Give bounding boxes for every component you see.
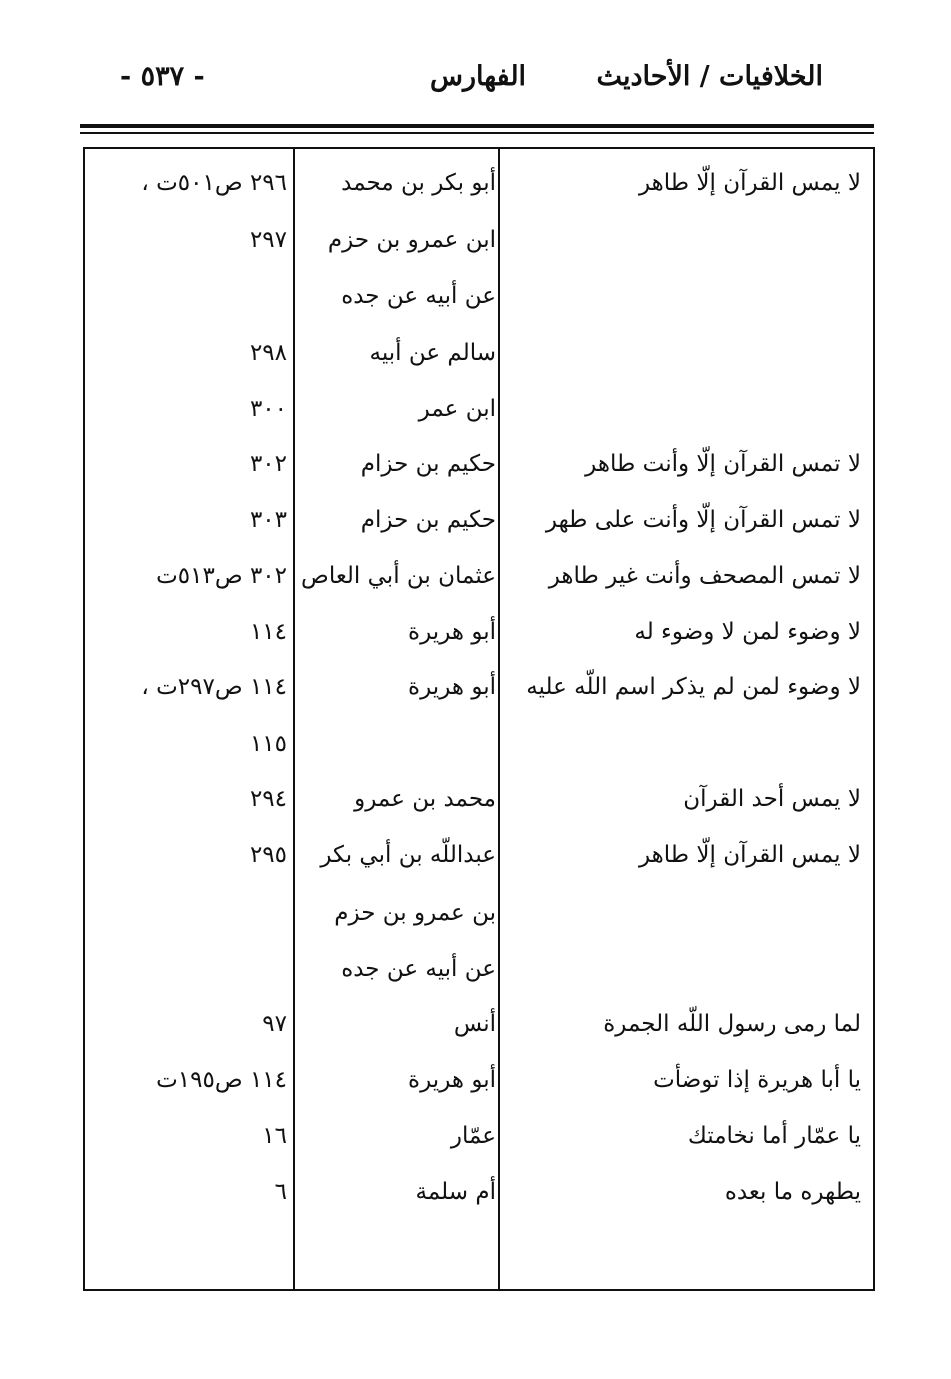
hadith-text: يا أبا هريرة إذا توضأت xyxy=(653,1067,861,1093)
hadith-reference xyxy=(85,268,287,324)
hadith-reference: ٢٩٦ ص٥٠١ت ، xyxy=(141,170,287,196)
hadith-reference: ٢٩٨ xyxy=(249,340,287,366)
hadith-text xyxy=(505,212,861,268)
hadith-reference: ١١٤ ص٢٩٧ت ، xyxy=(141,674,287,700)
narrator-name: بن عمرو بن حزم xyxy=(334,900,496,926)
hadith-reference: ٣٠٣ xyxy=(249,507,287,533)
narrator-name: حكيم بن حزام xyxy=(360,451,496,477)
hadith-reference: ١٦ xyxy=(262,1123,287,1149)
hadith-reference: ٣٠٢ ص٥١٣ت xyxy=(156,563,287,589)
table-row xyxy=(85,941,873,997)
table-row xyxy=(85,604,873,660)
table-row xyxy=(85,996,873,1052)
hadith-reference: ٣٠٢ xyxy=(249,451,287,477)
table-row xyxy=(85,771,873,827)
narrator-name: ابن عمرو بن حزم xyxy=(327,227,496,253)
table-row xyxy=(85,1164,873,1220)
hadith-text: يا عمّار أما نخامتك xyxy=(687,1123,861,1149)
narrator-name: عبداللّه بن أبي بكر xyxy=(320,842,496,868)
hadith-text: لا يمس القرآن إلّا طاهر xyxy=(638,842,861,868)
hadith-reference: ٣٠٠ xyxy=(249,396,287,422)
table-row xyxy=(85,659,873,715)
hadith-text: لا وضوء لمن لم يذكر اسم اللّه عليه xyxy=(526,674,861,700)
book-section-title: الخلافيات / الأحاديث xyxy=(596,61,823,92)
hadith-text: لا تمس القرآن إلّا وأنت طاهر xyxy=(585,451,861,477)
page-number: - ٥٣٧ - xyxy=(120,61,205,92)
narrator-name xyxy=(295,716,496,772)
table-row xyxy=(85,1052,873,1108)
hadith-reference: ٩٧ xyxy=(262,1011,287,1037)
hadith-reference: ٦ xyxy=(274,1179,287,1205)
hadith-text: لا يمس أحد القرآن xyxy=(683,786,861,812)
hadith-reference: ١١٥ xyxy=(249,731,287,757)
narrator-name: محمد بن عمرو xyxy=(354,786,496,812)
table-row xyxy=(85,548,873,604)
hadith-text: لا تمس القرآن إلّا وأنت على طهر xyxy=(545,507,861,533)
hadith-reference: ١١٤ ص١٩٥ت xyxy=(156,1067,287,1093)
narrator-name: أبو هريرة xyxy=(408,674,496,700)
hadith-text: لا يمس القرآن إلّا طاهر xyxy=(638,170,861,196)
index-title: الفهارس xyxy=(430,61,527,92)
table-row xyxy=(85,1108,873,1164)
header-rule-thin xyxy=(80,132,874,134)
table-row xyxy=(85,885,873,941)
hadith-text xyxy=(505,941,861,997)
hadith-reference: ١١٤ xyxy=(249,619,287,645)
hadith-text xyxy=(505,716,861,772)
hadith-text xyxy=(505,381,861,437)
narrator-name: عثمان بن أبي العاص xyxy=(301,563,496,589)
hadith-reference: ٢٩٤ xyxy=(249,786,287,812)
narrator-name: أم سلمة xyxy=(415,1179,496,1205)
hadith-text xyxy=(505,325,861,381)
narrator-name: أبو هريرة xyxy=(408,1067,496,1093)
narrator-name: عن أبيه عن جده xyxy=(341,956,496,982)
hadith-reference: ٢٩٧ xyxy=(249,227,287,253)
narrator-name: عن أبيه عن جده xyxy=(341,283,496,309)
table-row xyxy=(85,827,873,883)
narrator-name: أبو بكر بن محمد xyxy=(341,170,496,196)
table-row xyxy=(85,492,873,548)
hadith-text xyxy=(505,268,861,324)
narrator-name: عمّار xyxy=(450,1123,496,1149)
narrator-name: ابن عمر xyxy=(418,396,496,422)
table-row xyxy=(85,155,873,211)
hadith-text: لما رمى رسول اللّه الجمرة xyxy=(603,1011,861,1037)
table-row xyxy=(85,325,873,381)
hadith-text: يطهره ما بعده xyxy=(724,1179,861,1205)
hadith-text: لا تمس المصحف وأنت غير طاهر xyxy=(548,563,861,589)
table-row xyxy=(85,381,873,437)
hadith-text xyxy=(505,885,861,941)
hadith-text: لا وضوء لمن لا وضوء له xyxy=(634,619,861,645)
table-row xyxy=(85,268,873,324)
narrator-name: حكيم بن حزام xyxy=(360,507,496,533)
hadith-reference xyxy=(85,885,287,941)
narrator-name: أبو هريرة xyxy=(408,619,496,645)
hadith-reference: ٢٩٥ xyxy=(249,842,287,868)
narrator-name: سالم عن أبيه xyxy=(369,340,496,366)
hadith-reference xyxy=(85,941,287,997)
header-rule-thick xyxy=(80,124,874,128)
table-row xyxy=(85,716,873,772)
table-row xyxy=(85,212,873,268)
table-row xyxy=(85,436,873,492)
narrator-name: أنس xyxy=(453,1011,496,1037)
